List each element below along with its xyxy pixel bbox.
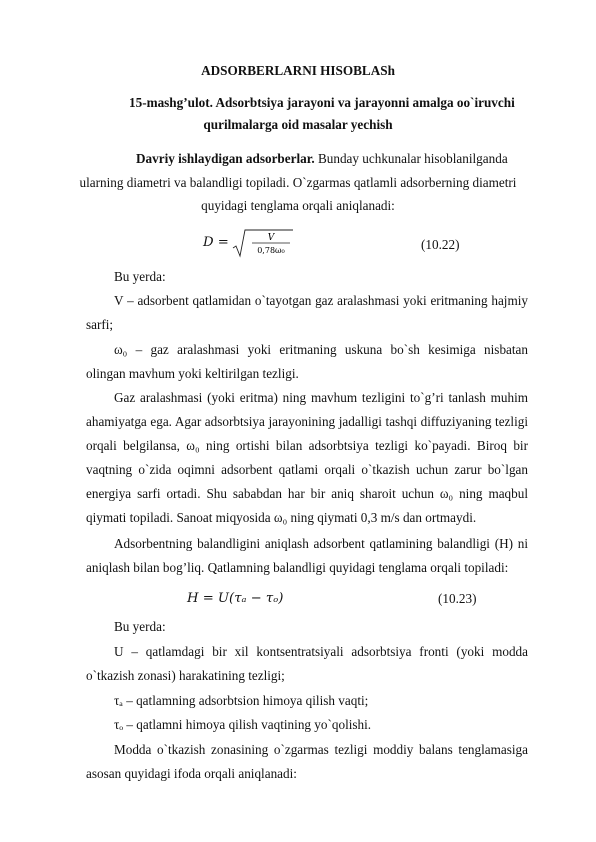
paragraph-1-line-1: Gaz aralashmasi (yoki eritma) ning mavhum tezligini to`g’ri tanlash muhim (114, 390, 528, 405)
paragraph-1-line-4: vaqtning o`zida oqimni adsorbent qatlami orqali o`tkazish uchun zarur bo`lgan (86, 462, 528, 477)
sqrt-icon (232, 228, 294, 258)
equation-10-22 (203, 228, 294, 258)
paragraph-1-line-6: qiymati topiladi. Sanoat miqyosida ω₀ ning qiymati 0,3 m/s dan ortmaydi. (86, 510, 477, 525)
section-heading: Davriy ishlaydigan adsorberlar. (136, 151, 315, 166)
sqrt-sign (232, 228, 294, 258)
paragraph-2-line-1: Adsorbentning balandligini aniqlash adsorbent qatlamining balandligi (H) ni (114, 536, 528, 551)
eq1-numerator: V (267, 233, 275, 243)
equation-10-23: H = U(τₐ − τₒ) (187, 591, 284, 606)
definition-tau-a: τₐ – qatlamning adsorbtsion himoya qilish vaqti; (114, 693, 369, 708)
equation-number-10-23: (10.23) (438, 591, 477, 606)
definition-tau-o: τₒ – qatlamni himoya qilish vaqtining yo`qolishi. (114, 717, 372, 732)
intro-line-2: ularning diametri va balandligi topiladi. O`zgarmas qatlamli adsorberning diametri (79, 175, 517, 190)
intro-line-1-rest: Bunday uchkunalar hisoblanilganda (314, 151, 508, 166)
document-title: ADSORBERLARNI HISOBLASh (201, 63, 395, 78)
definition-omega-line-1: ω₀ – gaz aralashmasi yoki eritmaning uskuna bo`sh kesimiga nisbatan (114, 342, 528, 357)
definition-V-line-2: sarfi; (86, 317, 114, 332)
intro-line-1 (136, 150, 508, 168)
definition-omega-line-2: olingan mavhum yoki keltirilgan tezligi. (86, 366, 299, 381)
definition-V-line-1: V – adsorbent qatlamidan o`tayotgan gaz aralashmasi yoki eritmaning hajmiy (114, 293, 528, 308)
intro-line-3: quyidagi tenglama orqali aniqlanadi: (201, 198, 395, 213)
bu-yerda-label-1: Bu yerda: (114, 269, 166, 284)
bu-yerda-label-2: Bu yerda: (114, 619, 166, 634)
paragraph-1-line-5: energiya sarfi ortadi. Shu sababdan har bir aniq sharoit uchun ω₀ ning maqbul (86, 486, 528, 501)
eq1-denominator: 0,78ω₀ (257, 246, 285, 255)
paragraph-2-line-2: aniqlash bilan bog’liq. Qatlamning balandligi quyidagi tenglama orqali topiladi: (86, 560, 509, 575)
paragraph-1-line-2: ahamiyatga ega. Agar adsorbtsiya jarayonining jadalligi tashqi diffuziyaning tezligi (86, 414, 528, 429)
definition-U-line-2: o`tkazish zonasi) harakatining tezligi; (86, 668, 285, 683)
eq1-lhs: D = (203, 235, 229, 251)
paragraph-3-line-1: Modda o`tkazish zonasining o`zgarmas tezligi moddiy balans tenglamasiga (114, 742, 528, 757)
paragraph-1-line-3: orqali belgilansa, ω₀ ning ortishi bilan adsorbtsiya tezligi ko`payadi. Biroq bir (86, 438, 528, 453)
lesson-title-line-1: 15-mashg’ulot. Adsorbtsiya jarayoni va jarayonni amalga oo`iruvchi (129, 95, 515, 110)
equation-number-10-22: (10.22) (421, 237, 460, 252)
definition-U-line-1: U – qatlamdagi bir xil kontsentratsiyali adsorbtsiya fronti (yoki modda (114, 644, 528, 659)
paragraph-3-line-2: asosan quyidagi ifoda orqali aniqlanadi: (86, 766, 297, 781)
lesson-title-line-2: qurilmalarga oid masalar yechish (203, 117, 393, 132)
